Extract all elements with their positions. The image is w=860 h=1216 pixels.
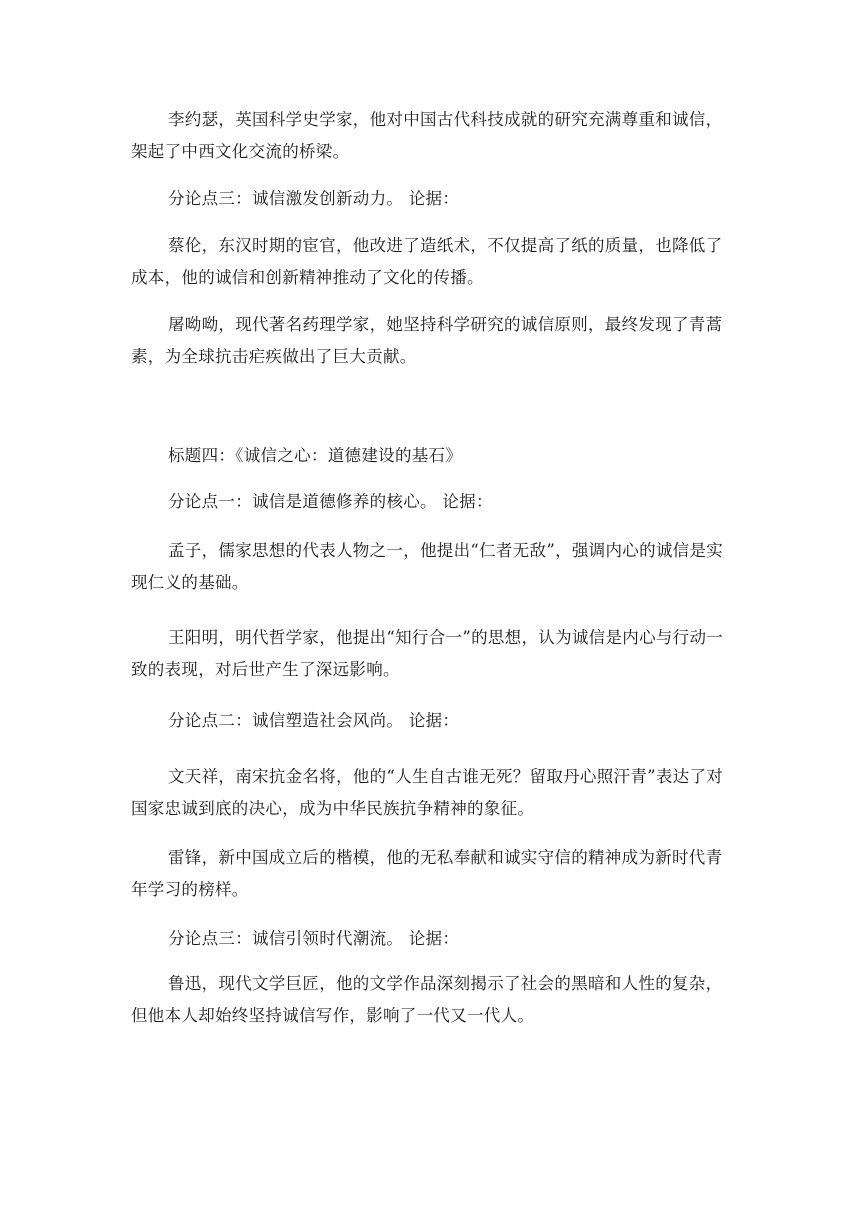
paragraph-wang-yangming: 王阳明，明代哲学家，他提出“知行合一”的思想，认为诚信是内心与行动一致的表现，对后世产生了深远影响。: [131, 628, 724, 679]
sub-argument-1-heading: 分论点一：诚信是道德修养的核心。 论据：: [168, 492, 493, 511]
sub-argument-3b-heading: 分论点三：诚信引领时代潮流。 论据：: [168, 929, 460, 948]
paragraph-mencius: 孟子，儒家思想的代表人物之一，他提出“仁者无敌”，强调内心的诚信是实现仁义的基础。: [131, 541, 724, 592]
paragraph-cai-lun: 蔡伦，东汉时期的宦官，他改进了造纸术，不仅提高了纸的质量，也降低了成本，他的诚信和创新精神推动了文化的传播。: [131, 236, 723, 287]
paragraph-wen-tianxiang: 文天祥，南宋抗金名将，他的“人生自古谁无死？留取丹心照汗青”表达了对国家忠诚到底的决心，成为中华民族抗争精神的象征。: [131, 767, 724, 818]
paragraph-li-yuese: 李约瑟，英国科学史学家，他对中国古代科技成就的研究充满尊重和诚信，架起了中西文化交流的桥梁。: [131, 110, 723, 161]
paragraph-tu-youyou: 屠呦呦，现代著名药理学家，她坚持科学研究的诚信原则，最终发现了青蒿素，为全球抗击疟疾做出了巨大贡献。: [131, 315, 723, 366]
paragraph-lu-xun: 鲁迅，现代文学巨匠，他的文学作品深刻揭示了社会的黑暗和人性的复杂，但他本人却始终坚持诚信写作，影响了一代又一代人。: [131, 974, 723, 1025]
paragraph-lei-feng: 雷锋，新中国成立后的楷模，他的无私奉献和诚实守信的精神成为新时代青年学习的榜样。: [131, 848, 723, 899]
sub-argument-3-heading: 分论点三：诚信激发创新动力。 论据：: [168, 189, 460, 208]
sub-argument-2-heading: 分论点二：诚信塑造社会风尚。 论据：: [168, 711, 460, 730]
section-title-4: 标题四：《诚信之心：道德建设的基石》: [168, 446, 463, 465]
